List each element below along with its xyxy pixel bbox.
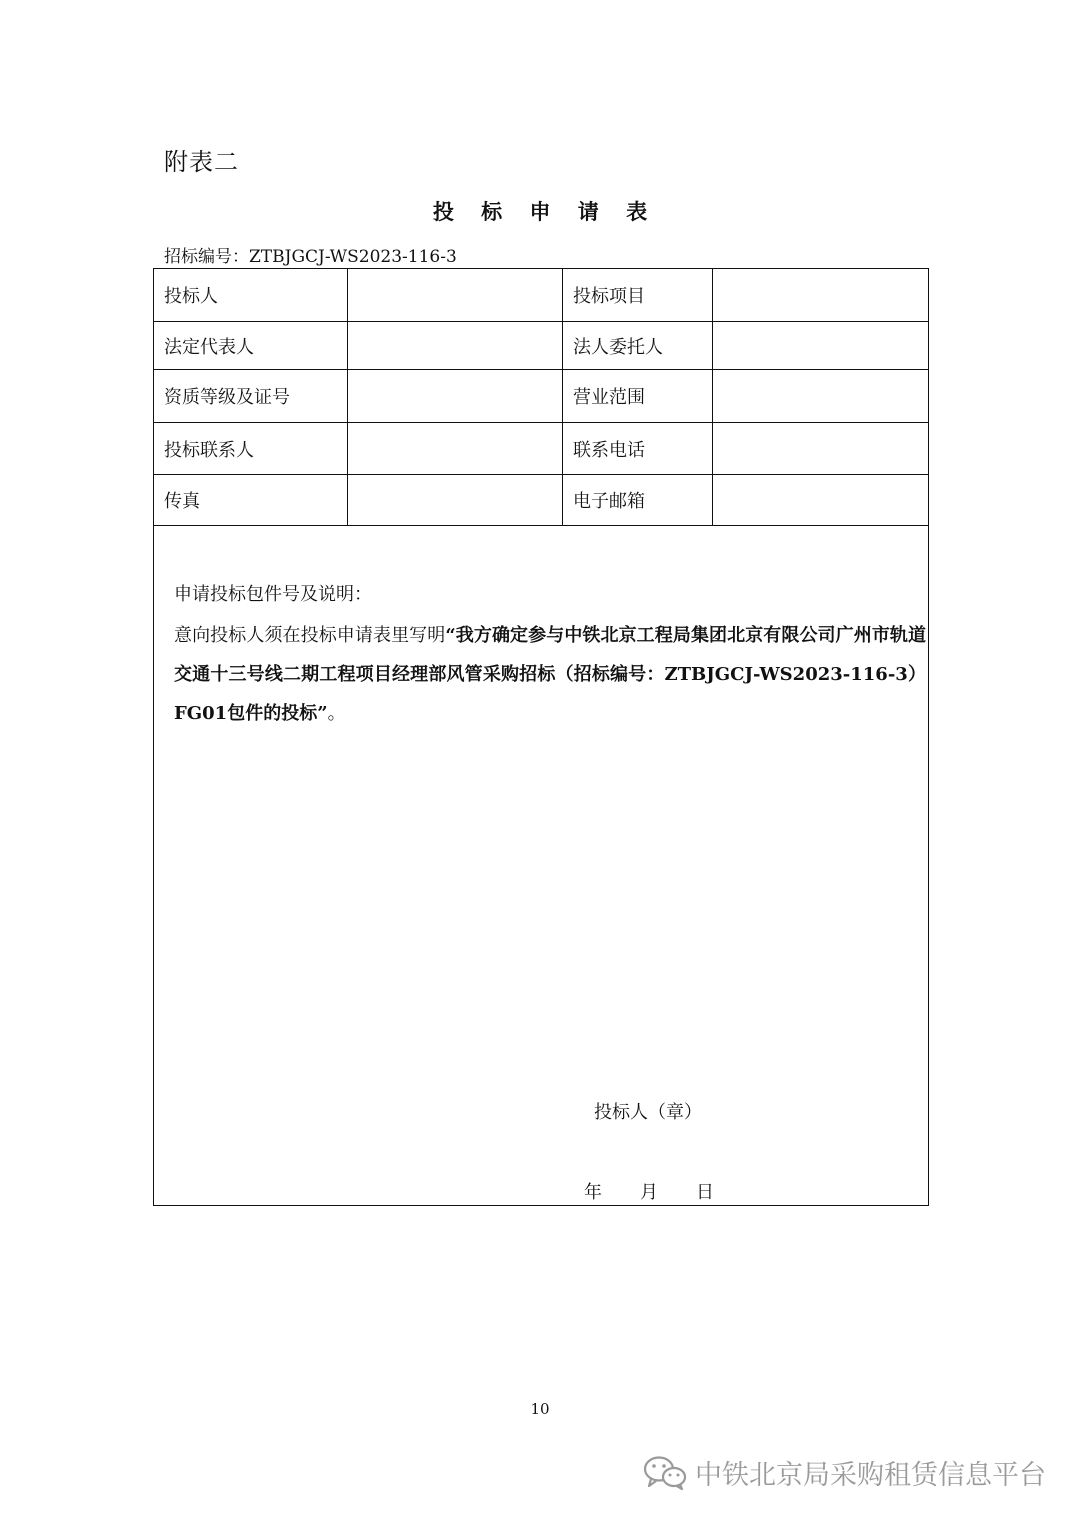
value-contact-person[interactable]	[348, 423, 563, 475]
label-phone: 联系电话	[563, 423, 713, 475]
value-qualification[interactable]	[348, 370, 563, 423]
wechat-icon	[643, 1455, 687, 1491]
appendix-label: 附表二	[164, 148, 239, 176]
watermark-text: 中铁北京局采购租赁信息平台	[695, 1460, 1046, 1491]
description-row	[154, 526, 929, 1206]
label-legal-representative: 法定代表人	[154, 322, 348, 370]
table-row	[154, 269, 929, 322]
value-fax[interactable]	[348, 475, 563, 526]
description-intro: 意向投标人须在投标申请表里写明	[174, 625, 446, 646]
label-email: 电子邮箱	[563, 475, 713, 526]
value-business-scope[interactable]	[713, 370, 929, 423]
application-form-table	[153, 268, 929, 1206]
label-business-scope: 营业范围	[563, 370, 713, 423]
description-text	[174, 616, 926, 733]
value-legal-representative[interactable]	[348, 322, 563, 370]
date-year: 年	[584, 1182, 602, 1203]
label-authorized-agent: 法人委托人	[563, 322, 713, 370]
date-line	[584, 1178, 714, 1204]
label-qualification: 资质等级及证号	[154, 370, 348, 423]
description-quote: “我方确定参与中铁北京工程局集团北京有限公司广州市轨道交通十三号线二期工程项目经理部风管采购招标（招标编号：ZTBJGCJ-WS2023-116-3）FG01包件的投标”	[174, 625, 927, 724]
table-row	[154, 423, 929, 475]
date-month: 月	[640, 1182, 658, 1203]
form-title: 投 标 申 请 表	[432, 199, 658, 224]
label-bid-project: 投标项目	[563, 269, 713, 322]
table-row	[154, 475, 929, 526]
date-day: 日	[696, 1182, 714, 1203]
value-authorized-agent[interactable]	[713, 322, 929, 370]
value-email[interactable]	[713, 475, 929, 526]
page-number: 10	[530, 1400, 550, 1418]
table-row	[154, 322, 929, 370]
bid-number: 招标编号：ZTBJGCJ-WS2023-116-3	[164, 247, 457, 267]
description-cell	[154, 526, 929, 1206]
value-phone[interactable]	[713, 423, 929, 475]
description-end: 。	[327, 703, 346, 724]
value-bid-project[interactable]	[713, 269, 929, 322]
signature-label: 投标人（章）	[594, 1102, 702, 1123]
watermark	[643, 1453, 1046, 1492]
label-fax: 传真	[154, 475, 348, 526]
description-label: 申请投标包件号及说明：	[174, 584, 372, 605]
table-row	[154, 370, 929, 423]
value-bidder[interactable]	[348, 269, 563, 322]
label-contact-person: 投标联系人	[154, 423, 348, 475]
label-bidder: 投标人	[154, 269, 348, 322]
